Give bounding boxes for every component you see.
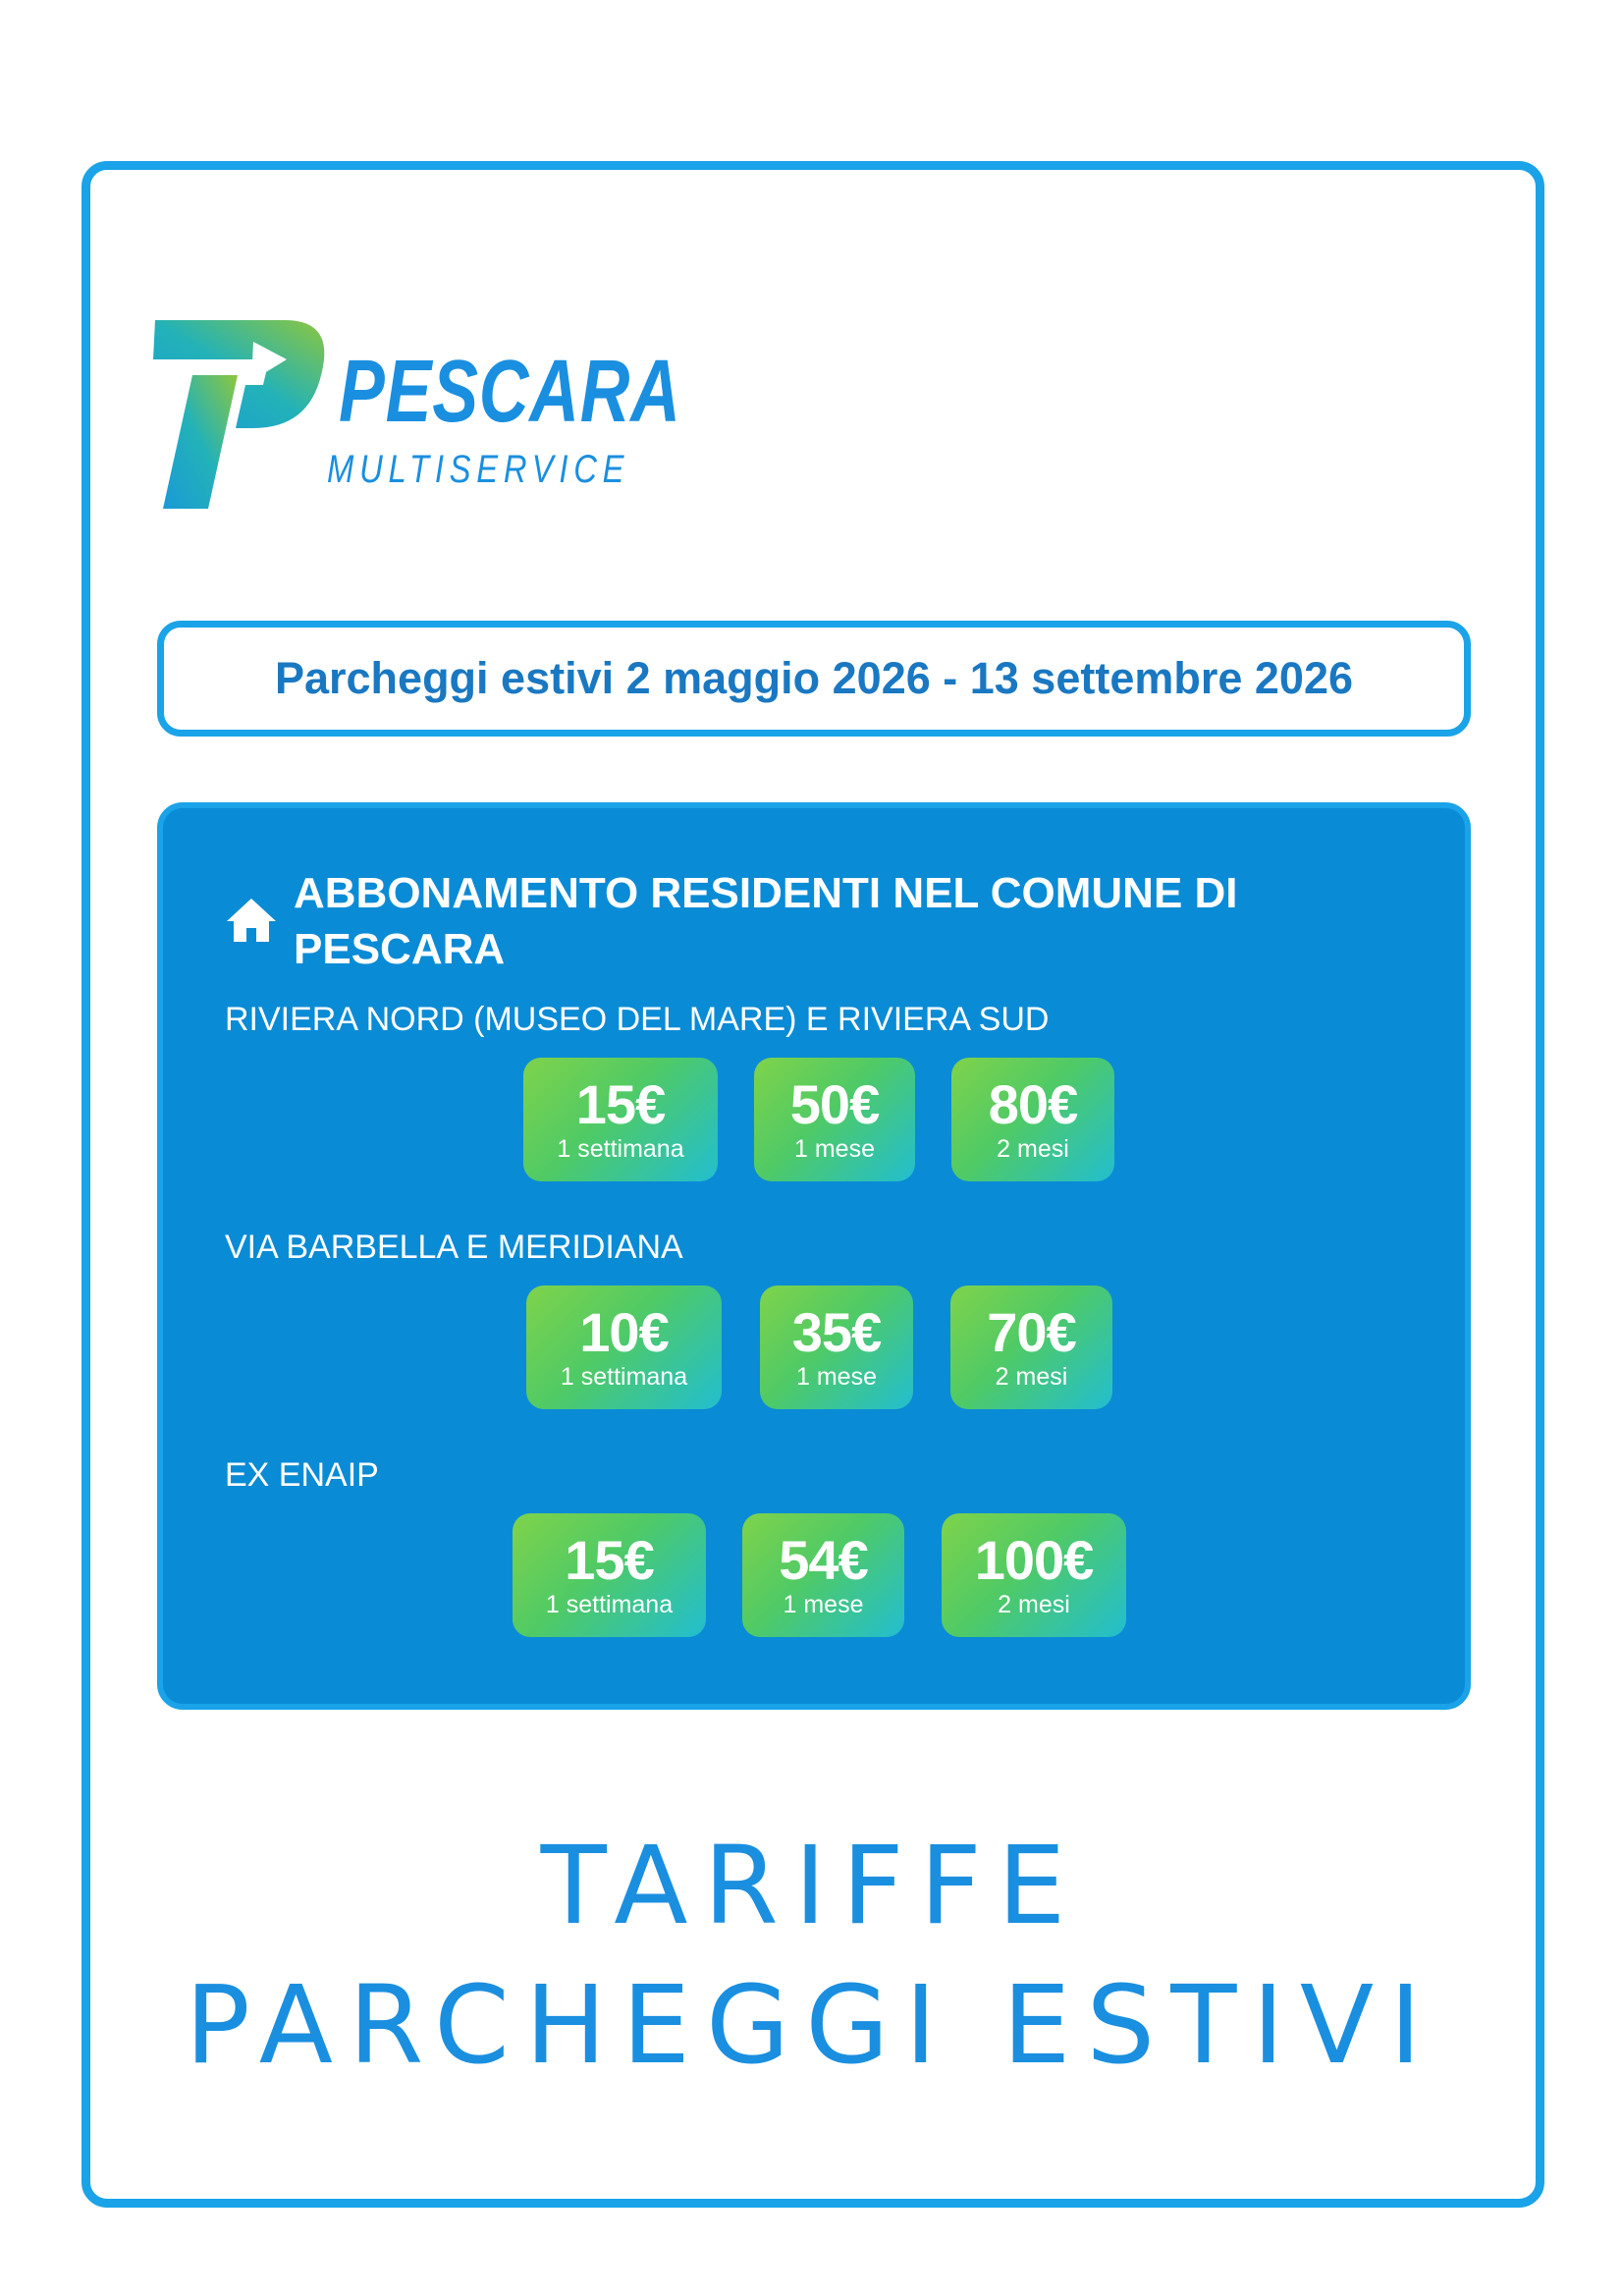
price-card: [526, 1285, 722, 1409]
zone-label-ex-enaip: EX ENAIP: [225, 1456, 379, 1494]
price-amount: 15€: [575, 1073, 666, 1135]
footer-title-line1: TARIFFE: [540, 1823, 1082, 1948]
logo-name: PESCARA: [339, 343, 681, 441]
zone-label-riviera: RIVIERA NORD (MUSEO DEL MARE) E RIVIERA SUD: [225, 1001, 1050, 1038]
price-period: 1 mese: [783, 1591, 864, 1618]
price-card: [523, 1058, 718, 1181]
home-icon: [225, 897, 278, 944]
price-period: 1 mese: [796, 1363, 877, 1391]
price-amount: 100€: [974, 1529, 1094, 1591]
price-period: 2 mesi: [997, 1135, 1069, 1163]
date-banner-text: Parcheggi estivi 2 maggio 2026 - 13 settembre 2026: [274, 653, 1354, 703]
price-card: [942, 1513, 1126, 1637]
zone-label-barbella: VIA BARBELLA E MERIDIANA: [225, 1229, 683, 1266]
price-card: [760, 1285, 913, 1409]
price-amount: 35€: [791, 1301, 882, 1363]
price-row-ex-enaip: [513, 1513, 1126, 1637]
price-card: [742, 1513, 904, 1637]
price-period: 2 mesi: [998, 1591, 1070, 1618]
price-amount: 15€: [565, 1529, 654, 1591]
price-period: 1 mese: [794, 1135, 875, 1163]
price-amount: 10€: [579, 1301, 669, 1363]
price-amount: 50€: [789, 1073, 880, 1135]
price-amount: 54€: [779, 1529, 868, 1591]
logo-p-mark: [147, 312, 344, 519]
price-card: [950, 1285, 1112, 1409]
price-period: 1 settimana: [557, 1135, 684, 1163]
price-period: 1 settimana: [560, 1363, 688, 1391]
price-amount: 80€: [988, 1073, 1078, 1135]
price-amount: 70€: [987, 1301, 1076, 1363]
price-period: 2 mesi: [995, 1363, 1068, 1391]
price-row-riviera: [523, 1058, 1114, 1181]
logo-subtitle: MULTISERVICE: [327, 448, 630, 491]
residents-subscription-panel: [157, 802, 1471, 1710]
price-row-barbella: [526, 1285, 1112, 1409]
price-period: 1 settimana: [545, 1591, 674, 1618]
footer-title-line2: PARCHEGGI ESTIVI: [185, 1962, 1437, 2088]
date-banner: [157, 621, 1471, 737]
panel-title: ABBONAMENTO RESIDENTI NEL COMUNE DI PESCARA: [294, 869, 1238, 973]
price-card: [951, 1058, 1114, 1181]
price-card: [754, 1058, 915, 1181]
price-card: [513, 1513, 706, 1637]
logo: [147, 312, 681, 519]
